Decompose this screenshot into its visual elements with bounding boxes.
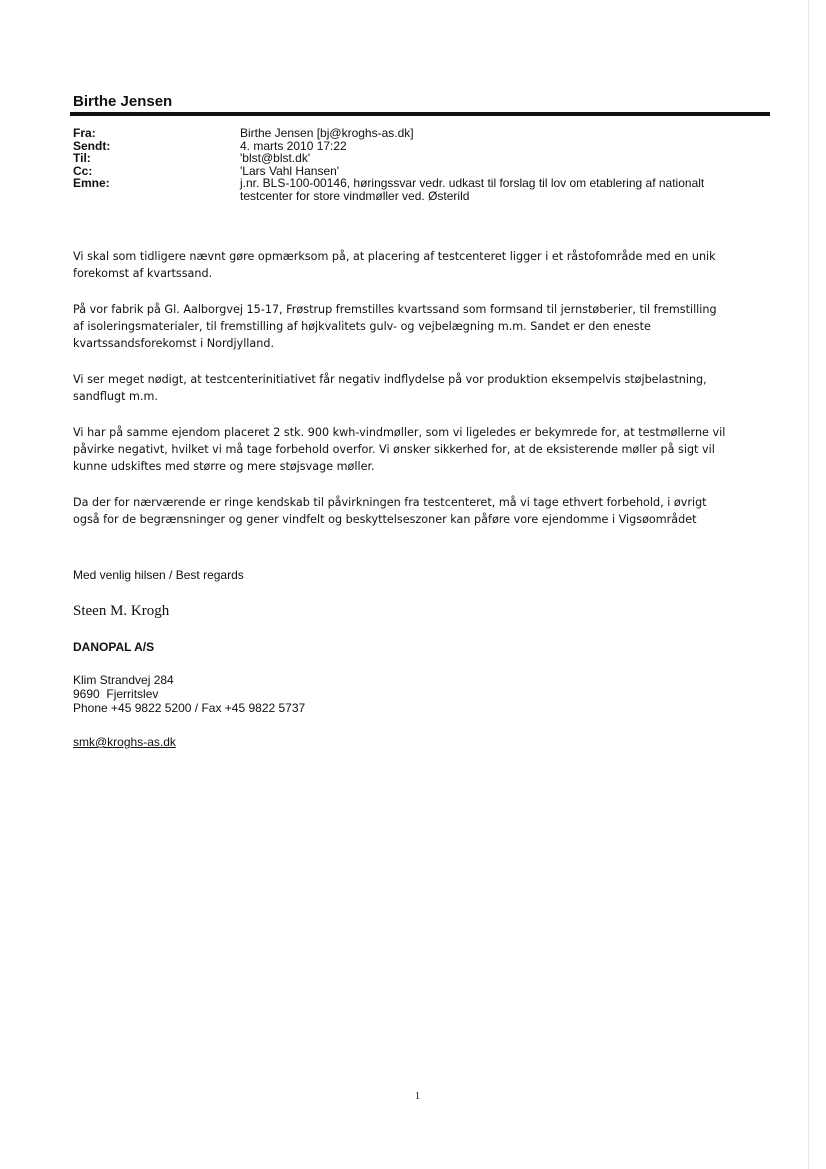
header-value-to: 'blst@blst.dk' (240, 151, 311, 165)
sender-title: Birthe Jensen (73, 93, 173, 110)
header-row-subject (73, 177, 773, 202)
header-value-from: Birthe Jensen [bj@kroghs-as.dk] (240, 126, 414, 140)
body-line: kunne udskiftes med større og mere støjsvage møller. (73, 460, 375, 473)
body-paragraph (73, 494, 763, 528)
header-row-from (73, 127, 773, 140)
body-line: Vi ser meget nødigt, at testcenterinitiativet får negativ indflydelse på vor produktion eksempelvis støjbelastning, (73, 373, 707, 386)
email-body (73, 248, 763, 547)
body-line: også for de begrænsninger og gener vindfelt og beskyttelseszoner kan påføre vore ejendomme i Vigsøområdet (73, 513, 697, 526)
body-line: sandflugt m.m. (73, 390, 158, 403)
header-label: Til: (73, 151, 91, 165)
body-line: af isoleringsmaterialer, til fremstilling af højkvalitets gulv- og vejbelægning m.m. Sandet er den eneste (73, 320, 651, 333)
body-line: påvirke negativt, hvilket vi må tage forbehold overfor. Vi ønsker sikkerhed for, at de eksisterende møller på sigt vil (73, 443, 715, 456)
company-address (73, 673, 305, 715)
closing-greeting: Med venlig hilsen / Best regards (73, 568, 244, 582)
header-divider (70, 112, 770, 116)
body-line: På vor fabrik på Gl. Aalborgvej 15-17, Frøstrup fremstilles kvartssand som formsand til jernstøberier, til fremstilling (73, 303, 717, 316)
header-label: Fra: (73, 126, 96, 140)
header-value-subject (240, 177, 773, 202)
address-phone-fax: Phone +45 9822 5200 / Fax +45 9822 5737 (73, 701, 306, 715)
page-number: 1 (415, 1091, 420, 1102)
subject-line: testcenter for store vindmøller ved. Østerild (240, 188, 470, 203)
header-row-to (73, 152, 773, 165)
header-label: Cc: (73, 163, 93, 178)
subject-line: j.nr. BLS-100-00146, høringssvar vedr. udkast til forslag til lov om etablering af nationalt (240, 176, 705, 190)
address-street: Klim Strandvej 284 (73, 673, 174, 687)
body-paragraph (73, 248, 763, 282)
body-line: Da der for nærværende er ringe kendskab til påvirkningen fra testcenteret, må vi tage ethvert forbehold, i øvrigt (73, 496, 707, 509)
header-label: Sendt: (73, 138, 111, 153)
body-line: Vi har på samme ejendom placeret 2 stk. 900 kwh-vindmøller, som vi ligeledes er bekymrede for, at testmøllerne vil (73, 426, 726, 439)
header-row-sent (73, 140, 773, 153)
body-paragraph (73, 301, 763, 352)
address-city: 9690 Fjerritslev (73, 687, 159, 701)
body-line: kvartssandsforekomst i Nordjylland. (73, 337, 275, 350)
header-value-sent: 4. marts 2010 17:22 (240, 138, 347, 153)
body-paragraph (73, 371, 763, 405)
header-value-cc: 'Lars Vahl Hansen' (240, 163, 340, 178)
body-line: forekomst af kvartssand. (73, 267, 213, 280)
signature-name: Steen M. Krogh (73, 603, 170, 619)
company-name: DANOPAL A/S (73, 640, 155, 654)
header-label: Emne: (73, 176, 110, 190)
body-paragraph (73, 424, 763, 475)
scan-edge-line (808, 0, 809, 1169)
body-line: Vi skal som tidligere nævnt gøre opmærksom på, at placering af testcenteret ligger i et råstofområde med en unik (73, 250, 716, 263)
email-header (73, 127, 773, 202)
email-link[interactable]: smk@kroghs-as.dk (73, 735, 176, 749)
